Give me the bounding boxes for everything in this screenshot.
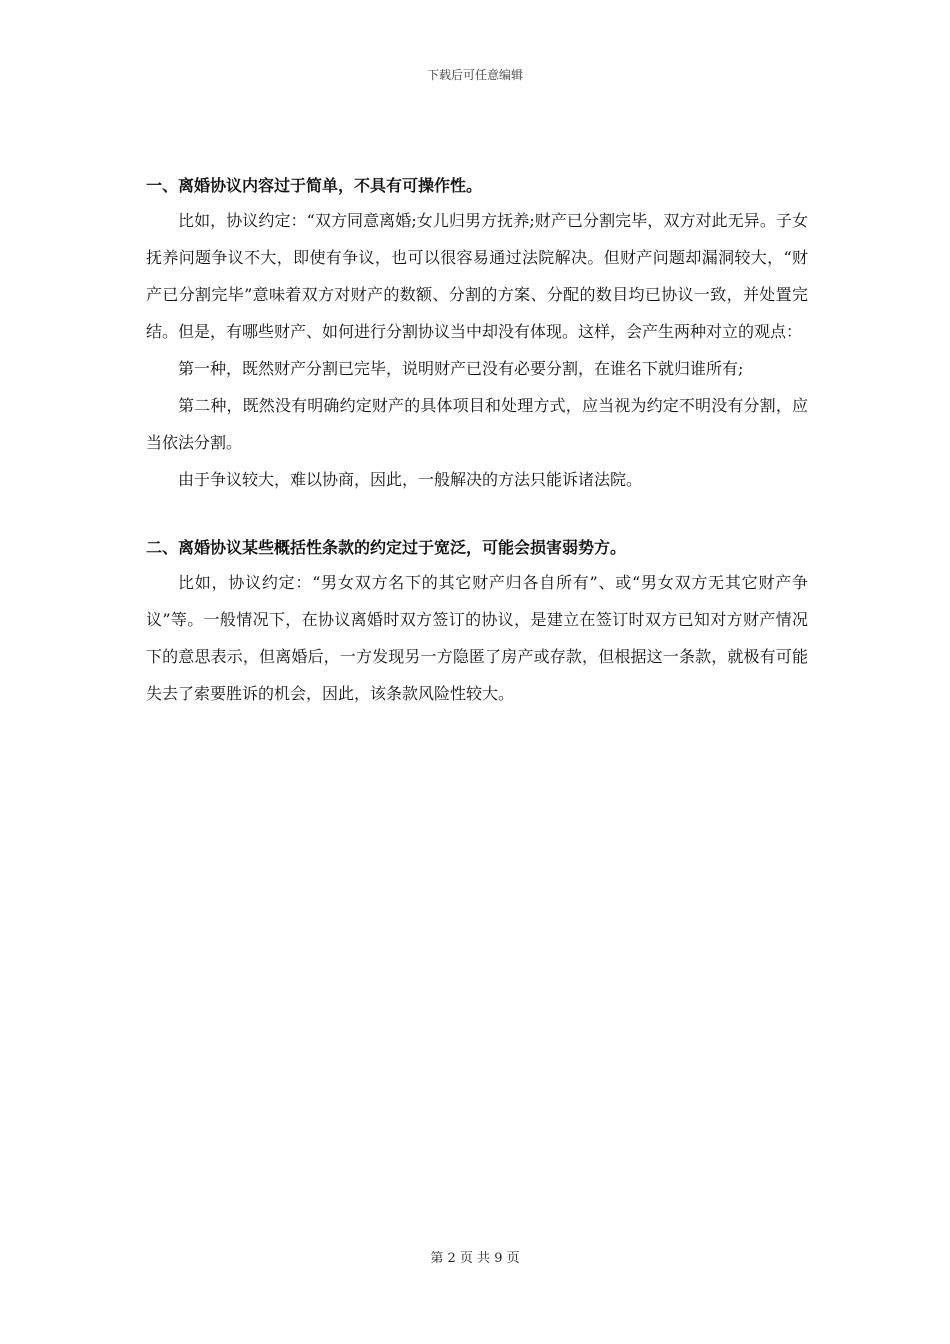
- section-1-paragraph-3: 第二种，既然没有明确约定财产的具体项目和处理方式，应当视为约定不明没有分割，应当依法分割。: [146, 396, 808, 452]
- document-body: [146, 170, 808, 712]
- section-1-paragraph-4: 由于争议较大，难以协商，因此，一般解决的方法只能诉诸法院。: [178, 470, 643, 489]
- section-2-paragraph-1: 比如，协议约定：“男女双方名下的其它财产归各自所有”、或“男女双方无其它财产争议”等。一般情况下，在协议离婚时双方签订的协议，是建立在签订时双方已知对方财产情况下的意思表示，但离婚后，一方发现另一方隐匿了房产或存款，但根据这一条款，就极有可能失去了索要胜诉的机会，因此，该条款风险性较大。: [146, 573, 808, 703]
- section-1-paragraph-2: 第一种，既然财产分割已完毕，说明财产已没有必要分割，在谁名下就归谁所有;: [178, 359, 744, 378]
- section-1: [146, 170, 808, 498]
- section-2: [146, 532, 808, 712]
- page-header: 下载后可任意编辑: [426, 68, 523, 82]
- section-1-heading: 一、离婚协议内容过于简单，不具有可操作性。: [146, 176, 483, 195]
- section-1-paragraph-1: 比如，协议约定：“双方同意离婚;女儿归男方抚养;财产已分割完毕，双方对此无异。子女抚养问题争议不大，即使有争议，也可以很容易通过法院解决。但财产问题却漏洞较大，“财产已分割完毕”意味着双方对财产的数额、分割的方案、分配的数目均已协议一致，并处置完结。但是，有哪些财产、如何进行分割协议当中却没有体现。这样，会产生两种对立的观点：: [146, 211, 808, 341]
- page-number: 第 2 页 共 9 页: [430, 1251, 520, 1266]
- section-2-heading: 二、离婚协议某些概括性条款的约定过于宽泛，可能会损害弱势方。: [146, 538, 627, 557]
